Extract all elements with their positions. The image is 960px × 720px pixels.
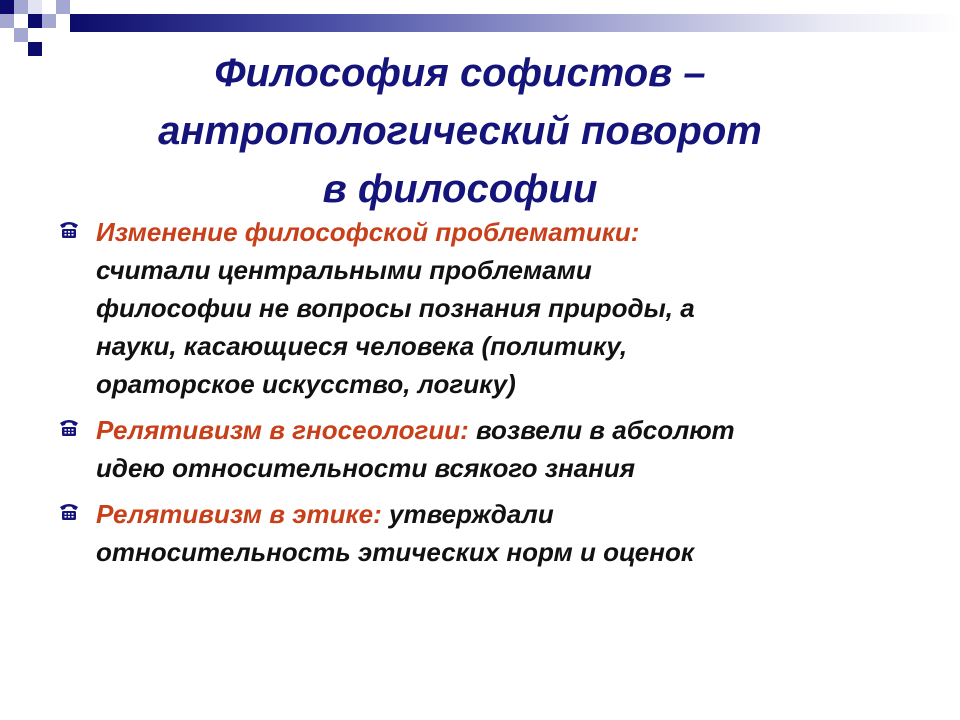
- bullet-text: ораторское искусство, логику): [96, 369, 516, 399]
- deco-square: [0, 0, 14, 14]
- bullet-item: [58, 213, 938, 403]
- title-line: Философия софистов –: [214, 51, 706, 95]
- telephone-icon: [58, 417, 80, 439]
- bullet-text: считали центральными проблемами: [96, 255, 592, 285]
- bullet-text: утверждали: [389, 499, 554, 529]
- deco-square: [14, 28, 28, 42]
- bullet-text: философии не вопросы познания природы, а: [96, 293, 695, 323]
- bullet-text: относительность этических норм и оценок: [96, 537, 694, 567]
- bullet-text: науки, касающиеся человека (политику,: [96, 331, 628, 361]
- bullet-item: [58, 411, 938, 487]
- header-gradient-bar: [70, 14, 960, 32]
- title-line: антропологический поворот: [158, 109, 762, 153]
- deco-square: [14, 0, 28, 14]
- deco-square: [28, 14, 42, 28]
- deco-square: [56, 0, 70, 14]
- bullet-heading: Релятивизм в гносеологии:: [96, 415, 469, 445]
- bullet-heading: Релятивизм в этике:: [96, 499, 382, 529]
- bullet-item: [58, 495, 938, 571]
- deco-square: [28, 0, 42, 14]
- bullet-list: [58, 213, 938, 579]
- bullet-text: возвели в абсолют: [475, 415, 735, 445]
- title-line: в философии: [322, 167, 598, 211]
- telephone-icon: [58, 219, 80, 241]
- bullet-text: идею относительности всякого знания: [96, 453, 636, 483]
- bullet-heading: Изменение философской проблематики:: [96, 217, 640, 247]
- deco-square: [0, 14, 14, 28]
- deco-square: [42, 14, 56, 28]
- slide-title: [40, 44, 880, 218]
- telephone-icon: [58, 501, 80, 523]
